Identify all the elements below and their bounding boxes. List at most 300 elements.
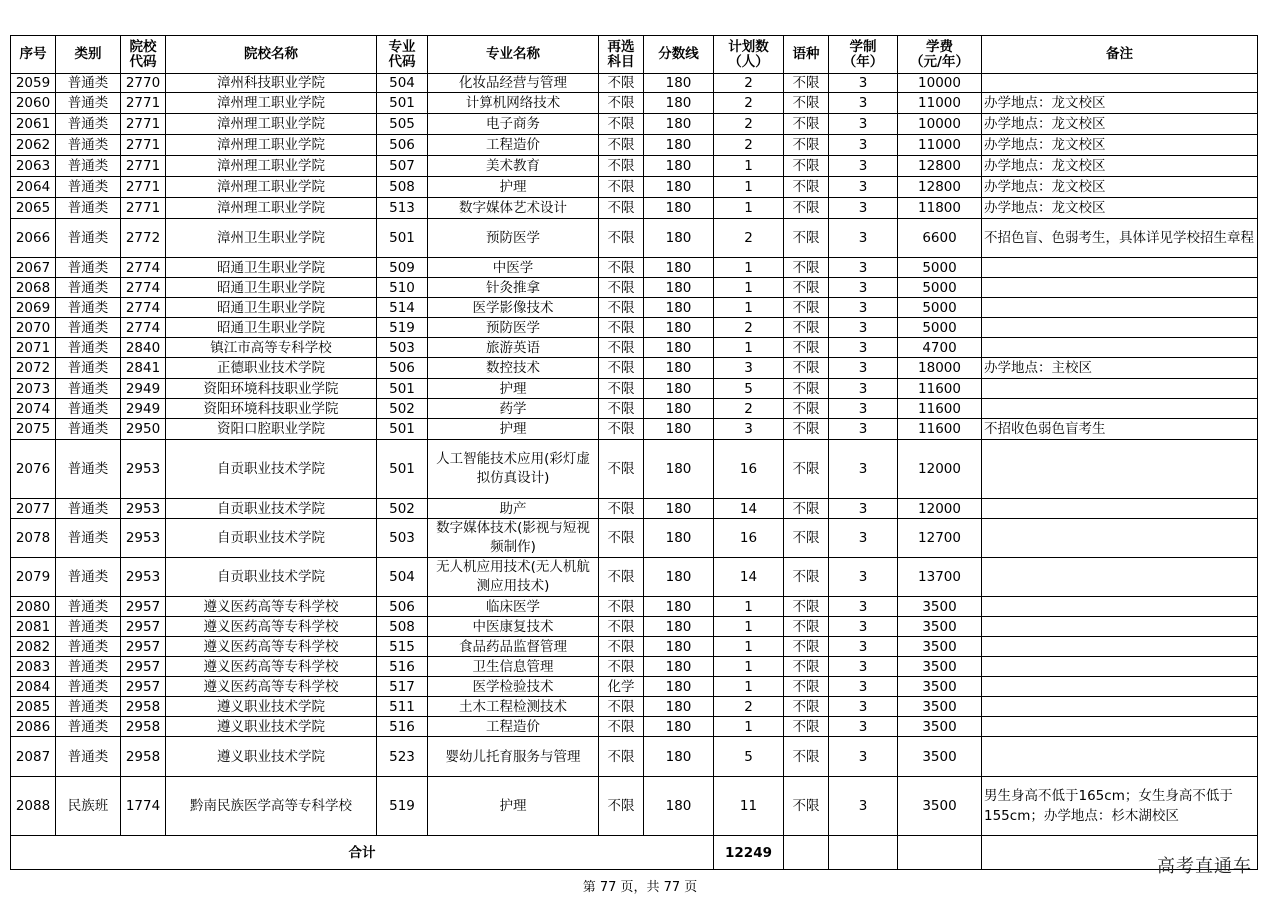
cell-major-code: 503 bbox=[377, 338, 428, 358]
cell-tuition: 12000 bbox=[898, 440, 982, 499]
table-row bbox=[11, 278, 1258, 298]
cell-school-code: 2953 bbox=[121, 519, 166, 558]
cell-duration: 3 bbox=[829, 114, 898, 135]
cell-seq: 2075 bbox=[11, 419, 56, 440]
cell-major-code: 506 bbox=[377, 358, 428, 379]
cell-duration: 3 bbox=[829, 156, 898, 177]
table-row bbox=[11, 558, 1258, 597]
table-row bbox=[11, 177, 1258, 198]
cell-seq: 2077 bbox=[11, 499, 56, 519]
cell-school-name: 自贡职业技术学院 bbox=[166, 558, 377, 597]
cell-tuition: 11000 bbox=[898, 93, 982, 114]
cell-school-name: 漳州理工职业学院 bbox=[166, 177, 377, 198]
cell-duration: 3 bbox=[829, 338, 898, 358]
cell-school-code: 2957 bbox=[121, 637, 166, 657]
cell-seq: 2081 bbox=[11, 617, 56, 637]
cell-major-name: 助产 bbox=[428, 499, 599, 519]
cell-note: 男生身高不低于165cm；女生身高不低于155cm；办学地点：杉木湖校区 bbox=[982, 777, 1258, 836]
cell-note: 办学地点：龙文校区 bbox=[982, 177, 1258, 198]
table-row bbox=[11, 318, 1258, 338]
cell-tuition: 3500 bbox=[898, 737, 982, 777]
cell-note bbox=[982, 617, 1258, 637]
cell-school-code: 1774 bbox=[121, 777, 166, 836]
cell-school-name: 黔南民族医学高等专科学校 bbox=[166, 777, 377, 836]
cell-major-name: 数控技术 bbox=[428, 358, 599, 379]
cell-major-name: 预防医学 bbox=[428, 318, 599, 338]
cell-note bbox=[982, 657, 1258, 677]
cell-subject: 不限 bbox=[599, 637, 644, 657]
table-row bbox=[11, 419, 1258, 440]
cell-duration: 3 bbox=[829, 697, 898, 717]
table-row bbox=[11, 93, 1258, 114]
total-empty-cell bbox=[829, 836, 898, 870]
cell-language: 不限 bbox=[784, 156, 829, 177]
cell-major-code: 506 bbox=[377, 597, 428, 617]
cell-school-name: 昭通卫生职业学院 bbox=[166, 258, 377, 278]
cell-language: 不限 bbox=[784, 419, 829, 440]
cell-duration: 3 bbox=[829, 298, 898, 318]
cell-note: 办学地点：主校区 bbox=[982, 358, 1258, 379]
cell-tuition: 6600 bbox=[898, 219, 982, 258]
cell-major-name: 中医学 bbox=[428, 258, 599, 278]
header-score-line: 分数线 bbox=[644, 36, 714, 74]
cell-tuition: 5000 bbox=[898, 298, 982, 318]
cell-school-name: 漳州理工职业学院 bbox=[166, 198, 377, 219]
cell-score-line: 180 bbox=[644, 177, 714, 198]
cell-seq: 2063 bbox=[11, 156, 56, 177]
cell-seq: 2061 bbox=[11, 114, 56, 135]
cell-tuition: 13700 bbox=[898, 558, 982, 597]
cell-major-code: 502 bbox=[377, 399, 428, 419]
cell-plan-count: 14 bbox=[714, 499, 784, 519]
cell-language: 不限 bbox=[784, 338, 829, 358]
cell-school-name: 漳州理工职业学院 bbox=[166, 156, 377, 177]
cell-subject: 不限 bbox=[599, 177, 644, 198]
cell-seq: 2062 bbox=[11, 135, 56, 156]
cell-category: 普通类 bbox=[56, 697, 121, 717]
cell-score-line: 180 bbox=[644, 198, 714, 219]
cell-major-code: 511 bbox=[377, 697, 428, 717]
header-category: 类别 bbox=[56, 36, 121, 74]
cell-major-code: 502 bbox=[377, 499, 428, 519]
cell-score-line: 180 bbox=[644, 318, 714, 338]
cell-duration: 3 bbox=[829, 93, 898, 114]
cell-major-code: 519 bbox=[377, 777, 428, 836]
cell-school-name: 遵义职业技术学院 bbox=[166, 697, 377, 717]
cell-note: 办学地点：龙文校区 bbox=[982, 114, 1258, 135]
cell-seq: 2066 bbox=[11, 219, 56, 258]
cell-note: 办学地点：龙文校区 bbox=[982, 93, 1258, 114]
cell-seq: 2076 bbox=[11, 440, 56, 499]
table-row bbox=[11, 677, 1258, 697]
cell-score-line: 180 bbox=[644, 440, 714, 499]
cell-school-name: 遵义医药高等专科学校 bbox=[166, 657, 377, 677]
cell-category: 普通类 bbox=[56, 657, 121, 677]
cell-duration: 3 bbox=[829, 358, 898, 379]
cell-tuition: 3500 bbox=[898, 617, 982, 637]
cell-language: 不限 bbox=[784, 219, 829, 258]
cell-major-name: 护理 bbox=[428, 777, 599, 836]
cell-seq: 2083 bbox=[11, 657, 56, 677]
cell-category: 民族班 bbox=[56, 777, 121, 836]
cell-seq: 2088 bbox=[11, 777, 56, 836]
cell-note bbox=[982, 379, 1258, 399]
cell-school-name: 昭通卫生职业学院 bbox=[166, 298, 377, 318]
cell-subject: 不限 bbox=[599, 777, 644, 836]
cell-seq: 2060 bbox=[11, 93, 56, 114]
cell-school-code: 2957 bbox=[121, 677, 166, 697]
cell-school-name: 遵义医药高等专科学校 bbox=[166, 617, 377, 637]
cell-plan-count: 14 bbox=[714, 558, 784, 597]
cell-language: 不限 bbox=[784, 318, 829, 338]
cell-major-name: 预防医学 bbox=[428, 219, 599, 258]
cell-category: 普通类 bbox=[56, 519, 121, 558]
cell-duration: 3 bbox=[829, 558, 898, 597]
cell-score-line: 180 bbox=[644, 637, 714, 657]
cell-tuition: 3500 bbox=[898, 677, 982, 697]
cell-school-code: 2771 bbox=[121, 198, 166, 219]
cell-major-code: 510 bbox=[377, 278, 428, 298]
cell-score-line: 180 bbox=[644, 597, 714, 617]
cell-score-line: 180 bbox=[644, 379, 714, 399]
cell-school-name: 自贡职业技术学院 bbox=[166, 440, 377, 499]
cell-seq: 2070 bbox=[11, 318, 56, 338]
cell-category: 普通类 bbox=[56, 737, 121, 777]
cell-plan-count: 2 bbox=[714, 318, 784, 338]
header-major-name: 专业名称 bbox=[428, 36, 599, 74]
cell-plan-count: 1 bbox=[714, 597, 784, 617]
cell-language: 不限 bbox=[784, 677, 829, 697]
cell-note bbox=[982, 697, 1258, 717]
cell-score-line: 180 bbox=[644, 338, 714, 358]
cell-seq: 2064 bbox=[11, 177, 56, 198]
cell-school-name: 昭通卫生职业学院 bbox=[166, 278, 377, 298]
cell-major-code: 504 bbox=[377, 558, 428, 597]
cell-major-name: 卫生信息管理 bbox=[428, 657, 599, 677]
cell-tuition: 3500 bbox=[898, 657, 982, 677]
cell-school-code: 2958 bbox=[121, 737, 166, 777]
cell-category: 普通类 bbox=[56, 338, 121, 358]
cell-major-code: 516 bbox=[377, 717, 428, 737]
cell-score-line: 180 bbox=[644, 419, 714, 440]
cell-subject: 不限 bbox=[599, 114, 644, 135]
cell-plan-count: 2 bbox=[714, 219, 784, 258]
cell-language: 不限 bbox=[784, 558, 829, 597]
cell-duration: 3 bbox=[829, 419, 898, 440]
table-row bbox=[11, 74, 1258, 93]
cell-tuition: 3500 bbox=[898, 637, 982, 657]
source-badge: 高考直通车 bbox=[1157, 856, 1252, 877]
cell-score-line: 180 bbox=[644, 737, 714, 777]
cell-major-code: 513 bbox=[377, 198, 428, 219]
cell-school-name: 漳州卫生职业学院 bbox=[166, 219, 377, 258]
cell-plan-count: 1 bbox=[714, 298, 784, 318]
cell-school-code: 2841 bbox=[121, 358, 166, 379]
cell-duration: 3 bbox=[829, 737, 898, 777]
cell-note bbox=[982, 519, 1258, 558]
header-school-name: 院校名称 bbox=[166, 36, 377, 74]
cell-school-code: 2953 bbox=[121, 558, 166, 597]
cell-category: 普通类 bbox=[56, 440, 121, 499]
cell-note bbox=[982, 499, 1258, 519]
admission-plan-table bbox=[10, 35, 1258, 870]
cell-school-code: 2771 bbox=[121, 177, 166, 198]
cell-language: 不限 bbox=[784, 258, 829, 278]
cell-seq: 2068 bbox=[11, 278, 56, 298]
table-row bbox=[11, 114, 1258, 135]
cell-tuition: 10000 bbox=[898, 114, 982, 135]
cell-language: 不限 bbox=[784, 717, 829, 737]
header-subject: 再选 科目 bbox=[599, 36, 644, 74]
cell-category: 普通类 bbox=[56, 617, 121, 637]
cell-tuition: 11600 bbox=[898, 379, 982, 399]
table-row bbox=[11, 258, 1258, 278]
cell-category: 普通类 bbox=[56, 114, 121, 135]
cell-language: 不限 bbox=[784, 440, 829, 499]
cell-tuition: 3500 bbox=[898, 697, 982, 717]
cell-tuition: 18000 bbox=[898, 358, 982, 379]
cell-major-code: 507 bbox=[377, 156, 428, 177]
cell-school-code: 2770 bbox=[121, 74, 166, 93]
cell-score-line: 180 bbox=[644, 399, 714, 419]
cell-school-name: 遵义职业技术学院 bbox=[166, 717, 377, 737]
cell-language: 不限 bbox=[784, 114, 829, 135]
cell-language: 不限 bbox=[784, 737, 829, 777]
cell-major-name: 护理 bbox=[428, 379, 599, 399]
cell-plan-count: 2 bbox=[714, 697, 784, 717]
cell-plan-count: 1 bbox=[714, 177, 784, 198]
cell-school-code: 2957 bbox=[121, 597, 166, 617]
cell-major-name: 护理 bbox=[428, 177, 599, 198]
cell-school-name: 镇江市高等专科学校 bbox=[166, 338, 377, 358]
cell-score-line: 180 bbox=[644, 219, 714, 258]
cell-category: 普通类 bbox=[56, 156, 121, 177]
header-plan-count: 计划数 （人） bbox=[714, 36, 784, 74]
table-row bbox=[11, 737, 1258, 777]
header-major-code: 专业 代码 bbox=[377, 36, 428, 74]
table-row bbox=[11, 338, 1258, 358]
cell-tuition: 3500 bbox=[898, 777, 982, 836]
cell-plan-count: 1 bbox=[714, 717, 784, 737]
cell-language: 不限 bbox=[784, 74, 829, 93]
table-row bbox=[11, 657, 1258, 677]
cell-category: 普通类 bbox=[56, 379, 121, 399]
cell-score-line: 180 bbox=[644, 358, 714, 379]
total-row bbox=[11, 836, 1258, 870]
cell-duration: 3 bbox=[829, 519, 898, 558]
cell-subject: 不限 bbox=[599, 419, 644, 440]
cell-language: 不限 bbox=[784, 93, 829, 114]
cell-school-name: 遵义医药高等专科学校 bbox=[166, 677, 377, 697]
cell-category: 普通类 bbox=[56, 399, 121, 419]
cell-major-name: 土木工程检测技术 bbox=[428, 697, 599, 717]
cell-major-name: 护理 bbox=[428, 419, 599, 440]
cell-score-line: 180 bbox=[644, 114, 714, 135]
cell-major-code: 508 bbox=[377, 617, 428, 637]
cell-school-name: 遵义医药高等专科学校 bbox=[166, 637, 377, 657]
cell-subject: 不限 bbox=[599, 558, 644, 597]
cell-major-name: 数字媒体艺术设计 bbox=[428, 198, 599, 219]
cell-subject: 不限 bbox=[599, 298, 644, 318]
cell-school-name: 漳州理工职业学院 bbox=[166, 114, 377, 135]
cell-category: 普通类 bbox=[56, 419, 121, 440]
cell-category: 普通类 bbox=[56, 318, 121, 338]
cell-duration: 3 bbox=[829, 135, 898, 156]
cell-note bbox=[982, 558, 1258, 597]
cell-tuition: 3500 bbox=[898, 717, 982, 737]
cell-note bbox=[982, 258, 1258, 278]
cell-major-code: 508 bbox=[377, 177, 428, 198]
cell-seq: 2078 bbox=[11, 519, 56, 558]
cell-tuition: 5000 bbox=[898, 278, 982, 298]
cell-language: 不限 bbox=[784, 358, 829, 379]
cell-seq: 2071 bbox=[11, 338, 56, 358]
table-row bbox=[11, 717, 1258, 737]
cell-plan-count: 2 bbox=[714, 135, 784, 156]
cell-major-name: 计算机网络技术 bbox=[428, 93, 599, 114]
cell-major-code: 504 bbox=[377, 74, 428, 93]
cell-language: 不限 bbox=[784, 499, 829, 519]
table-row bbox=[11, 219, 1258, 258]
cell-major-name: 无人机应用技术(无人机航测应用技术) bbox=[428, 558, 599, 597]
table-row bbox=[11, 617, 1258, 637]
cell-major-name: 医学影像技术 bbox=[428, 298, 599, 318]
cell-note bbox=[982, 74, 1258, 93]
cell-school-code: 2950 bbox=[121, 419, 166, 440]
cell-major-name: 中医康复技术 bbox=[428, 617, 599, 637]
cell-score-line: 180 bbox=[644, 519, 714, 558]
cell-language: 不限 bbox=[784, 399, 829, 419]
cell-school-name: 遵义医药高等专科学校 bbox=[166, 597, 377, 617]
cell-subject: 不限 bbox=[599, 597, 644, 617]
table-row bbox=[11, 399, 1258, 419]
cell-tuition: 3500 bbox=[898, 597, 982, 617]
table-row bbox=[11, 697, 1258, 717]
cell-score-line: 180 bbox=[644, 697, 714, 717]
cell-duration: 3 bbox=[829, 597, 898, 617]
cell-language: 不限 bbox=[784, 198, 829, 219]
cell-note bbox=[982, 597, 1258, 617]
cell-score-line: 180 bbox=[644, 677, 714, 697]
cell-plan-count: 1 bbox=[714, 198, 784, 219]
cell-major-name: 工程造价 bbox=[428, 135, 599, 156]
cell-subject: 不限 bbox=[599, 278, 644, 298]
cell-seq: 2086 bbox=[11, 717, 56, 737]
cell-language: 不限 bbox=[784, 617, 829, 637]
cell-seq: 2067 bbox=[11, 258, 56, 278]
cell-seq: 2065 bbox=[11, 198, 56, 219]
cell-note bbox=[982, 737, 1258, 777]
cell-tuition: 11600 bbox=[898, 419, 982, 440]
cell-school-code: 2771 bbox=[121, 156, 166, 177]
cell-duration: 3 bbox=[829, 657, 898, 677]
cell-plan-count: 1 bbox=[714, 258, 784, 278]
cell-school-code: 2772 bbox=[121, 219, 166, 258]
table-row bbox=[11, 156, 1258, 177]
cell-score-line: 180 bbox=[644, 93, 714, 114]
cell-seq: 2069 bbox=[11, 298, 56, 318]
cell-major-code: 515 bbox=[377, 637, 428, 657]
cell-school-code: 2958 bbox=[121, 717, 166, 737]
cell-major-code: 505 bbox=[377, 114, 428, 135]
cell-duration: 3 bbox=[829, 777, 898, 836]
cell-school-code: 2957 bbox=[121, 617, 166, 637]
cell-category: 普通类 bbox=[56, 177, 121, 198]
cell-note bbox=[982, 278, 1258, 298]
cell-category: 普通类 bbox=[56, 219, 121, 258]
header-language: 语种 bbox=[784, 36, 829, 74]
cell-tuition: 12000 bbox=[898, 499, 982, 519]
cell-major-code: 514 bbox=[377, 298, 428, 318]
cell-subject: 不限 bbox=[599, 198, 644, 219]
cell-plan-count: 16 bbox=[714, 519, 784, 558]
table-row bbox=[11, 358, 1258, 379]
cell-language: 不限 bbox=[784, 278, 829, 298]
cell-duration: 3 bbox=[829, 74, 898, 93]
cell-school-name: 漳州科技职业学院 bbox=[166, 74, 377, 93]
cell-language: 不限 bbox=[784, 657, 829, 677]
table-header-row bbox=[11, 36, 1258, 74]
cell-seq: 2080 bbox=[11, 597, 56, 617]
cell-subject: 不限 bbox=[599, 379, 644, 399]
cell-score-line: 180 bbox=[644, 617, 714, 637]
cell-school-name: 昭通卫生职业学院 bbox=[166, 318, 377, 338]
cell-note bbox=[982, 717, 1258, 737]
cell-note: 不招色盲、色弱考生，具体详见学校招生章程 bbox=[982, 219, 1258, 258]
cell-seq: 2082 bbox=[11, 637, 56, 657]
header-school-code: 院校 代码 bbox=[121, 36, 166, 74]
cell-subject: 不限 bbox=[599, 499, 644, 519]
cell-duration: 3 bbox=[829, 717, 898, 737]
total-empty-cell bbox=[784, 836, 829, 870]
cell-major-code: 509 bbox=[377, 258, 428, 278]
cell-tuition: 12800 bbox=[898, 156, 982, 177]
cell-major-name: 医学检验技术 bbox=[428, 677, 599, 697]
cell-tuition: 11800 bbox=[898, 198, 982, 219]
cell-score-line: 180 bbox=[644, 156, 714, 177]
cell-note: 办学地点：龙文校区 bbox=[982, 198, 1258, 219]
cell-school-code: 2774 bbox=[121, 298, 166, 318]
cell-language: 不限 bbox=[784, 777, 829, 836]
cell-major-name: 药学 bbox=[428, 399, 599, 419]
cell-score-line: 180 bbox=[644, 298, 714, 318]
cell-category: 普通类 bbox=[56, 717, 121, 737]
cell-school-code: 2957 bbox=[121, 657, 166, 677]
cell-major-name: 工程造价 bbox=[428, 717, 599, 737]
cell-major-code: 519 bbox=[377, 318, 428, 338]
cell-plan-count: 1 bbox=[714, 617, 784, 637]
cell-score-line: 180 bbox=[644, 777, 714, 836]
cell-score-line: 180 bbox=[644, 717, 714, 737]
header-duration: 学制 （年） bbox=[829, 36, 898, 74]
cell-note bbox=[982, 399, 1258, 419]
cell-school-name: 资阳环境科技职业学院 bbox=[166, 379, 377, 399]
cell-tuition: 5000 bbox=[898, 318, 982, 338]
cell-subject: 不限 bbox=[599, 519, 644, 558]
cell-plan-count: 16 bbox=[714, 440, 784, 499]
cell-duration: 3 bbox=[829, 258, 898, 278]
cell-language: 不限 bbox=[784, 298, 829, 318]
cell-subject: 不限 bbox=[599, 74, 644, 93]
cell-tuition: 10000 bbox=[898, 74, 982, 93]
cell-category: 普通类 bbox=[56, 93, 121, 114]
cell-major-name: 食品药品监督管理 bbox=[428, 637, 599, 657]
cell-note bbox=[982, 677, 1258, 697]
cell-score-line: 180 bbox=[644, 278, 714, 298]
cell-category: 普通类 bbox=[56, 499, 121, 519]
cell-subject: 不限 bbox=[599, 657, 644, 677]
cell-tuition: 4700 bbox=[898, 338, 982, 358]
